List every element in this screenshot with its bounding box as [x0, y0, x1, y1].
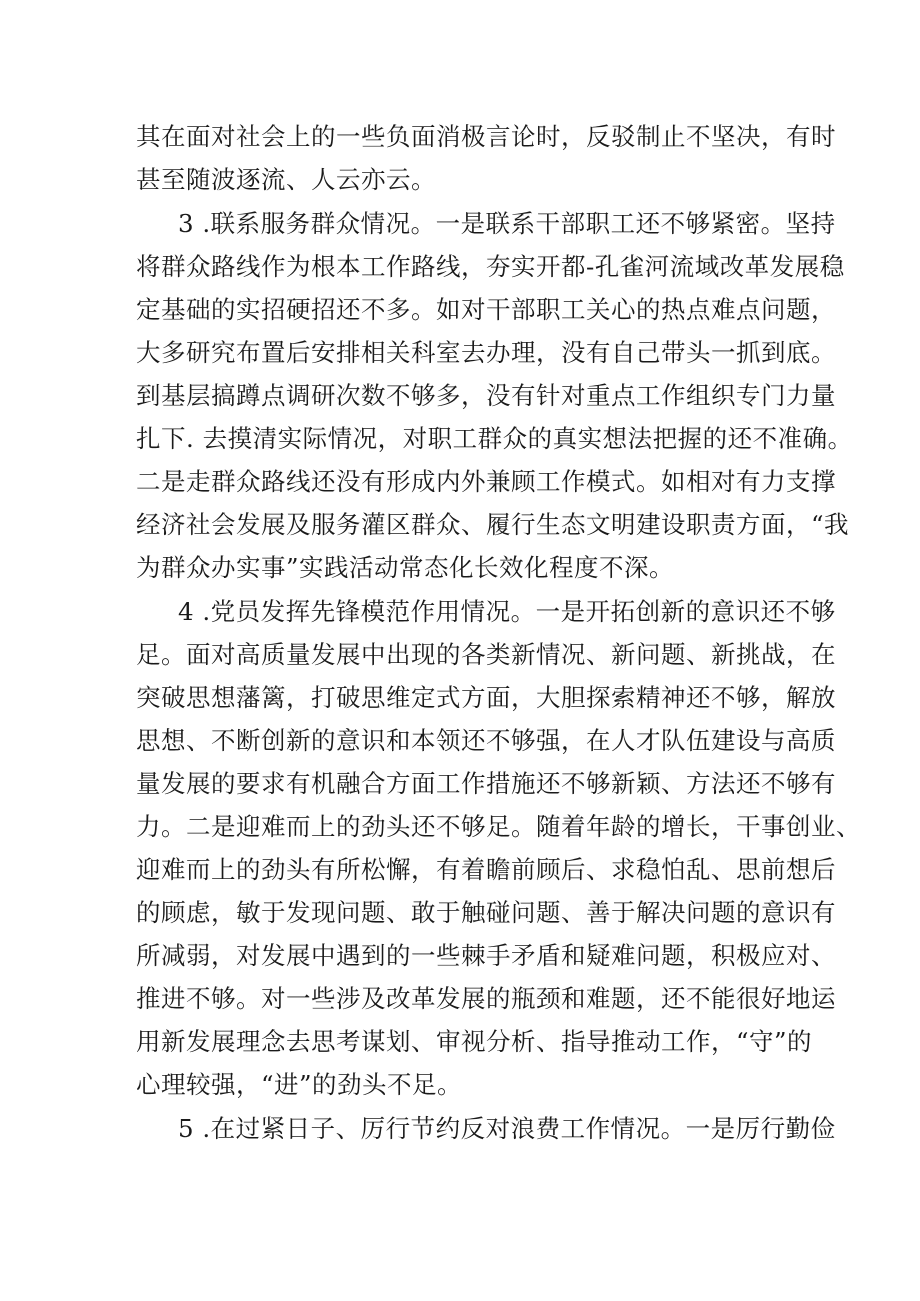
text-line: 其在面对社会上的一些负面消极言论时，反驳制止不坚决，有时: [136, 122, 836, 151]
text-line: 力。二是迎难而上的劲头还不够足。随着年龄的增长，干事创业、: [136, 812, 861, 841]
text-line: 大多研究布置后安排相关科室去办理，没有自己带头一抓到底。: [136, 338, 836, 367]
text-line: 二是走群众路线还没有形成内外兼顾工作模式。如相对有力支撑: [136, 467, 836, 496]
text-line: 将群众路线作为根本工作路线，夯实开都-孔雀河流域改革发展稳: [136, 252, 845, 281]
text-line: 突破思想藩篱，打破思维定式方面，大胆探索精神还不够，解放: [136, 683, 836, 712]
text-line: 推进不够。对一些涉及改革发展的瓶颈和难题，还不能很好地运: [136, 984, 836, 1013]
text-line: 心理较强，“进”的劲头不足。: [136, 1070, 463, 1099]
text-line: 所减弱，对发展中遇到的一些棘手矛盾和疑难问题，积极应对、: [136, 941, 836, 970]
paragraph-4-heading-line: 4 .党员发挥先锋模范作用情况。一是开拓创新的意识还不够: [178, 597, 836, 626]
text-line: 定基础的实招硬招还不多。如对干部职工关心的热点难点问题，: [136, 295, 836, 324]
text-line: 到基层搞蹲点调研次数不够多，没有针对重点工作组织专门力量: [136, 381, 836, 410]
paragraph-5-heading-line: 5 .在过紧日子、厉行节约反对浪费工作情况。一是厉行勤俭: [178, 1114, 836, 1143]
text-line: 用新发展理念去思考谋划、审视分析、指导推动工作，“守”的: [136, 1027, 813, 1056]
text-line: 的顾虑，敏于发现问题、敢于触碰问题、善于解决问题的意识有: [136, 898, 836, 927]
text-line: 量发展的要求有机融合方面工作措施还不够新颖、方法还不够有: [136, 769, 836, 798]
text-line: 思想、不断创新的意识和本领还不够强，在人才队伍建设与高质: [136, 726, 836, 755]
text-line: 足。面对高质量发展中出现的各类新情况、新问题、新挑战，在: [136, 640, 836, 669]
text-line: 扎下. 去摸清实际情况，对职工群众的真实想法把握的还不准确。: [136, 424, 853, 453]
paragraph-3-heading-line: 3 .联系服务群众情况。一是联系干部职工还不够紧密。坚持: [178, 209, 836, 238]
text-line: 为群众办实事”实践活动常态化长效化程度不深。: [136, 553, 675, 582]
text-line: 经济社会发展及服务灌区群众、履行生态文明建设职责方面，“我: [136, 510, 850, 539]
text-line: 迎难而上的劲头有所松懈，有着瞻前顾后、求稳怕乱、思前想后: [136, 855, 836, 884]
text-line: 甚至随波逐流、人云亦云。: [136, 165, 436, 194]
